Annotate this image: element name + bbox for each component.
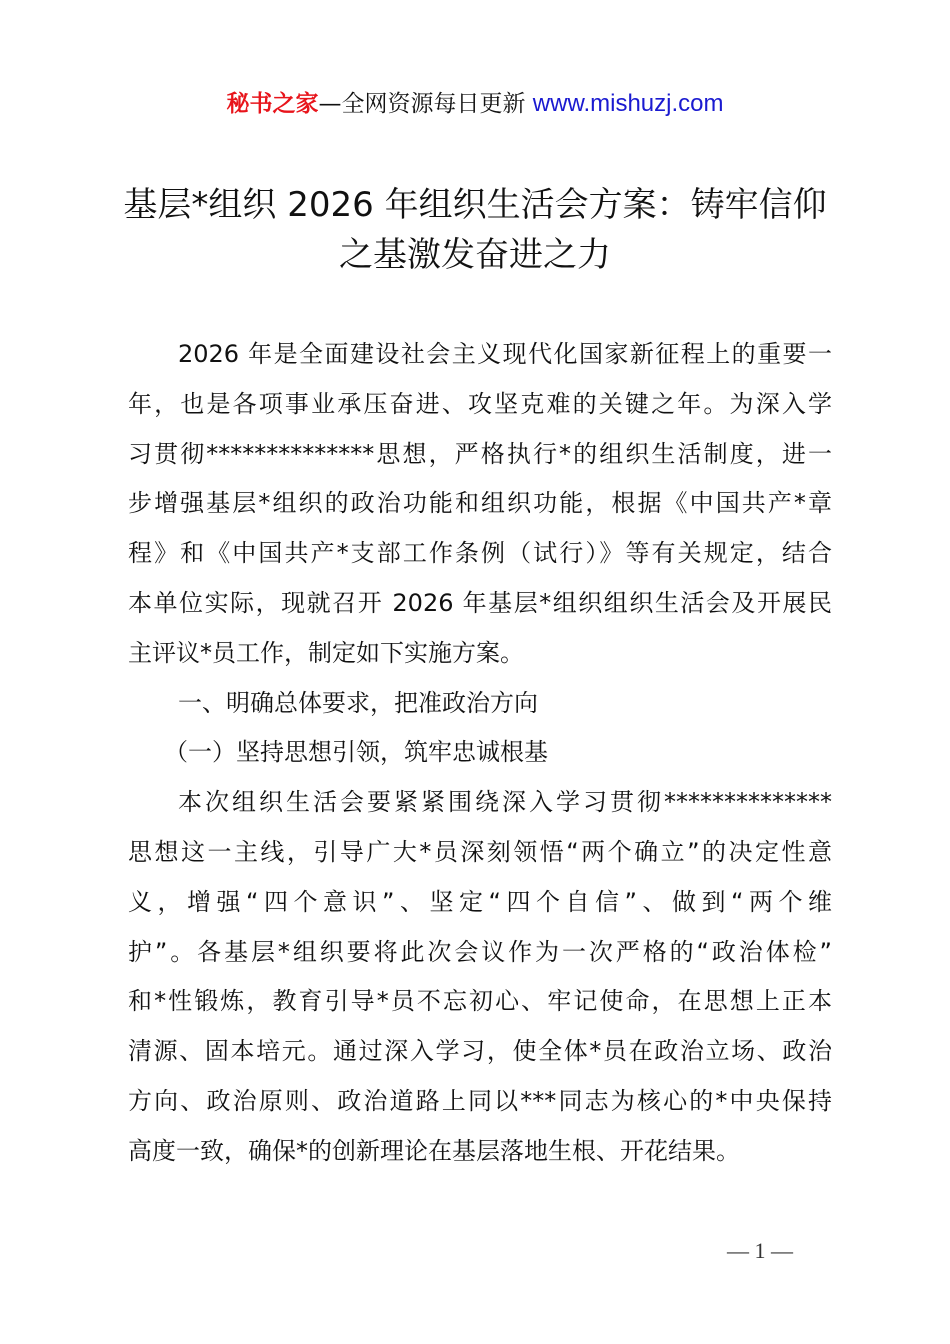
site-banner [0, 88, 950, 120]
intro-paragraph [128, 330, 832, 679]
section-heading: 一、明确总体要求，把准政治方向 [178, 688, 538, 717]
body-line: 和*性锻炼，教育引导*员不忘初心、牢记使命，在思想上正本 [128, 987, 832, 1016]
body-line: 本次组织生活会要紧紧围绕深入学习贯彻************** [178, 788, 832, 817]
body-line: 高度一致，确保*的创新理论在基层落地生根、开花结果。 [128, 1136, 740, 1165]
body-line: 义，增强“四个意识”、坚定“四个自信”、做到“两个维 [128, 887, 832, 916]
body-line: 清源、固本培元。通过深入学习，使全体*员在政治立场、政治 [128, 1037, 832, 1066]
body-line: 年，也是各项事业承压奋进、攻坚克难的关键之年。为深入学 [128, 389, 832, 418]
body-line: 方向、政治原则、政治道路上同以***同志为核心的*中央保持 [128, 1086, 832, 1115]
body-line: 本单位实际，现就召开 2026 年基层*组织组织生活会及开展民 [128, 588, 832, 617]
body-line: 护”。各基层*组织要将此次会议作为一次严格的“政治体检” [128, 937, 832, 966]
body-line: 思想这一主线，引导广大*员深刻领悟“两个确立”的决定性意 [128, 837, 832, 866]
title-line: 基层*组织 2026 年组织生活会方案：铸牢信仰 [123, 185, 827, 225]
title-line: 之基激发奋进之力 [339, 235, 611, 275]
body-line: 程》和《中国共产*支部工作条例（试行）》等有关规定，结合 [128, 539, 832, 568]
body-line: 习贯彻**************思想，严格执行*的组织生活制度，进一 [128, 439, 832, 468]
subsection-paragraph [128, 778, 832, 1176]
body-line: 步增强基层*组织的政治功能和组织功能，根据《中国共产*章 [128, 489, 832, 518]
site-slogan: —全网资源每日更新 [318, 91, 526, 117]
subsection-heading: （一）坚持思想引领，筑牢忠诚根基 [164, 738, 548, 767]
body-line: 2026 年是全面建设社会主义现代化国家新征程上的重要一 [178, 340, 832, 368]
page-number: — 1 — [727, 1238, 793, 1263]
site-url-link[interactable]: www.mishuzj.com [532, 90, 724, 117]
site-brand: 秘书之家 [226, 91, 319, 117]
body-line: 主评议*员工作，制定如下实施方案。 [128, 638, 524, 667]
document-title [110, 180, 840, 280]
document-body [128, 330, 832, 1177]
